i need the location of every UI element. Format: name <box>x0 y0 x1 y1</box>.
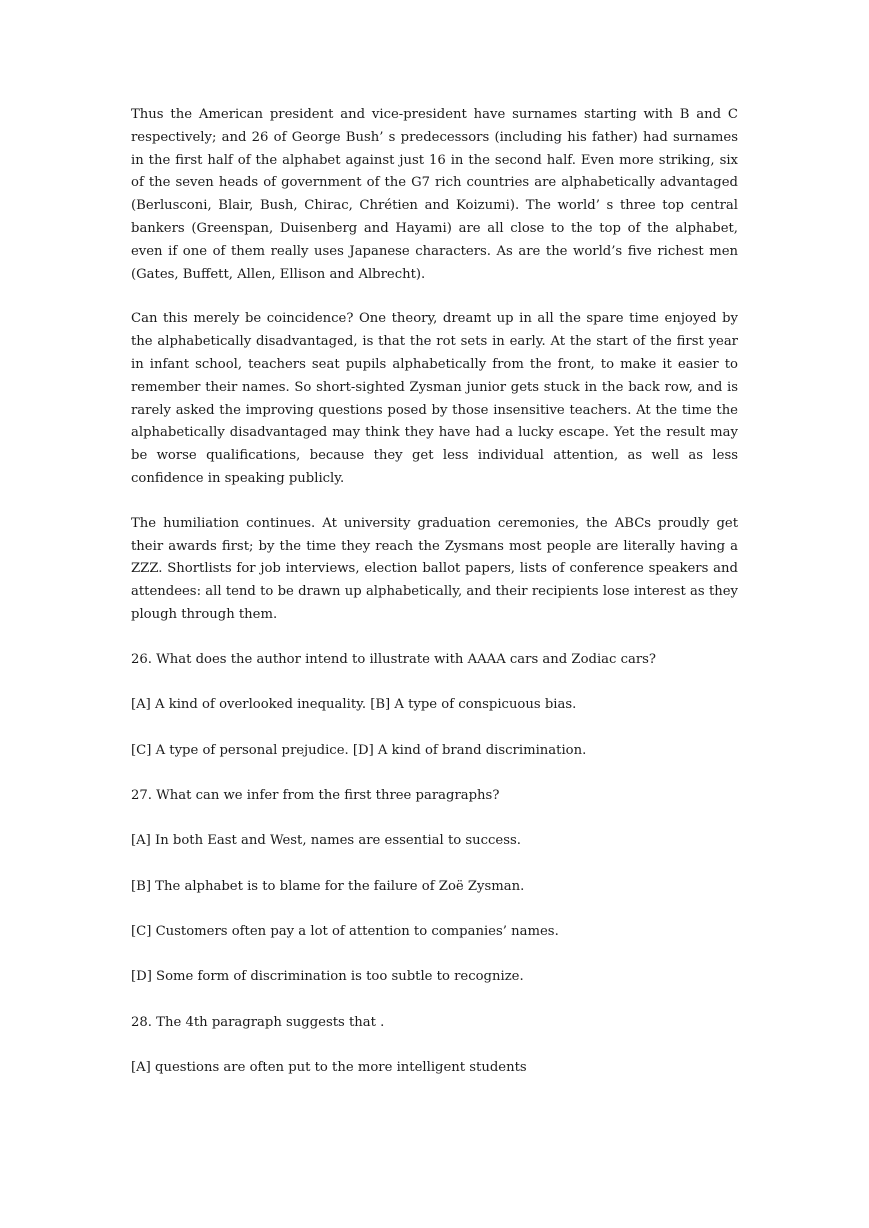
question-27-option-d: [D] Some form of discrimination is too subtle to recognize. <box>131 969 524 985</box>
document-page <box>131 104 738 1080</box>
question-26: 26. What does the author intend to illustrate with AAAA cars and Zodiac cars? <box>131 651 657 667</box>
paragraph-2: Can this merely be coincidence? One theory, dreamt up in all the spare time enjoyed by the alphabetically disadvantaged, is that the rot sets in early. At the start of the first year in infant school, teachers seat pupils alphabetically from the front, to make it easier to remember their names. So short-sighted Zysman junior gets stuck in the back row, and is rarely asked the improving questions posed by those insensitive teachers. At the time the alphabetically disadvantaged may think they have had a lucky escape. Yet the result may be worse qualifications, because they get less individual attention, as well as less confidence in speaking publicly. <box>131 311 738 486</box>
question-27-option-c: [C] Customers often pay a lot of attention to companies’ names. <box>131 924 559 940</box>
question-27-option-a: [A] In both East and West, names are essential to success. <box>131 833 521 849</box>
paragraph-1: Thus the American president and vice-president have surnames starting with B and C respectively; and 26 of George Bush’ s predecessors (including his father) had surnames in the first half of the alphabet against just 16 in the second half. Even more striking, six of the seven heads of government of the G7 rich countries are alphabetically advantaged (Berlusconi, Blair, Bush, Chirac, Chrétien and Koizumi). The world’ s three top central bankers (Greenspan, Duisenberg and Hayami) are all close to the top of the alphabet, even if one of them really uses Japanese characters. As are the world’s five richest men (Gates, Buffett, Allen, Ellison and Albrecht). <box>131 107 738 282</box>
question-28: 28. The 4th paragraph suggests that . <box>131 1014 385 1030</box>
question-28-option-a: [A] questions are often put to the more intelligent students <box>131 1060 527 1076</box>
question-27-option-b: [B] The alphabet is to blame for the failure of Zoë Zysman. <box>131 878 525 894</box>
question-26-options-ab: [A] A kind of overlooked inequality. [B] A type of conspicuous bias. <box>131 697 577 713</box>
paragraph-3: The humiliation continues. At university graduation ceremonies, the ABCs proudly get their awards first; by the time they reach the Zysmans most people are literally having a ZZZ. Shortlists for job interviews, election ballot papers, lists of conference speakers and attendees: all tend to be drawn up alphabetically, and their recipients lose interest as they plough through them. <box>131 515 738 622</box>
question-27: 27. What can we infer from the first three paragraphs? <box>131 787 500 803</box>
question-26-options-cd: [C] A type of personal prejudice. [D] A kind of brand discrimination. <box>131 742 587 758</box>
